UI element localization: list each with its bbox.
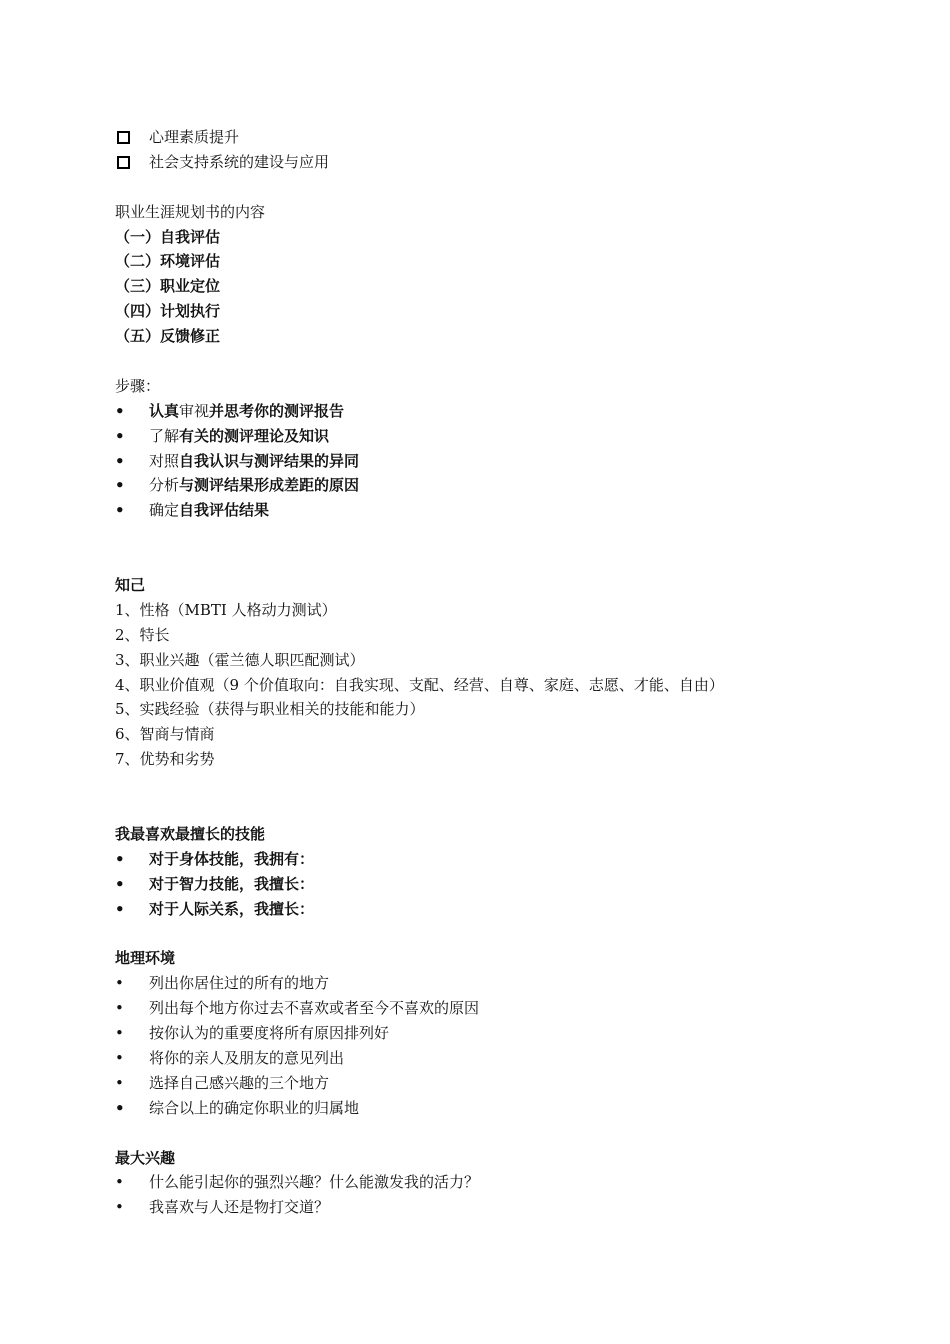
skills-heading: 我最喜欢最擅长的技能 (115, 824, 266, 843)
steps-item-lead: 分析 (149, 476, 180, 495)
geo-item-label: 综合以上的确定你职业的归属地 (149, 1098, 360, 1117)
geo-item-label: 按你认为的重要度将所有原因排列好 (149, 1024, 390, 1043)
bullet-icon: • (115, 1048, 124, 1067)
interest-item-label: 我喜欢与人还是物打交道？ (149, 1198, 330, 1217)
bullet-icon: • (115, 501, 125, 520)
skills-item-label: 对于人际关系，我擅长： (149, 899, 315, 918)
plan-heading: 职业生涯规划书的内容 (115, 202, 266, 221)
bullet-icon: • (115, 1073, 124, 1092)
bullet-icon: • (115, 849, 125, 868)
geo-item-label: 列出你居住过的所有的地方 (149, 974, 330, 993)
steps-item-rest: 自我认识与测评结果的异同 (179, 451, 360, 470)
geo-item (115, 996, 895, 1021)
checkbox-item (115, 150, 895, 175)
interest-item (115, 1195, 895, 1220)
plan-item: （五）反馈修正 (115, 327, 221, 346)
steps-item (115, 473, 895, 498)
know-self-heading: 知己 (115, 576, 146, 595)
geo-item (115, 1071, 895, 1096)
checkbox-item-label: 社会支持系统的建设与应用 (149, 152, 330, 171)
checkbox-square-icon (117, 131, 130, 144)
interest-heading: 最大兴趣 (115, 1148, 176, 1167)
steps-heading: 步骤： (115, 376, 161, 395)
geo-item-label: 列出每个地方你过去不喜欢或者至今不喜欢的原因 (149, 999, 480, 1018)
know-self-item: 5、实践经验（获得与职业相关的技能和能力） (115, 700, 425, 719)
geo-item-label: 将你的亲人及朋友的意见列出 (149, 1048, 345, 1067)
steps-item-rest: 与测评结果形成差距的原因 (179, 476, 360, 495)
plan-item: （二）环境评估 (115, 252, 221, 271)
bullet-icon: • (115, 874, 125, 893)
skills-item-label: 对于身体技能，我拥有： (149, 849, 315, 868)
steps-item-lead: 了解 (149, 426, 180, 445)
bullet-icon: • (115, 476, 125, 495)
plan-item: （四）计划执行 (115, 302, 221, 321)
bullet-icon: • (115, 426, 125, 445)
geo-item (115, 1096, 895, 1121)
bullet-icon: • (115, 1173, 124, 1192)
document-page (115, 125, 895, 1220)
steps-item (115, 399, 895, 424)
steps-item (115, 449, 895, 474)
skills-item (115, 847, 895, 872)
bullet-icon: • (115, 451, 125, 470)
geo-item (115, 1021, 895, 1046)
interest-item (115, 1170, 895, 1195)
know-self-item: 1、性格（MBTI 人格动力测试） (115, 600, 337, 619)
steps-item-rest: 并思考你的测评报告 (209, 401, 345, 420)
bullet-icon: • (115, 999, 124, 1018)
bullet-icon: • (115, 899, 125, 918)
know-self-item: 7、优势和劣势 (115, 750, 215, 769)
know-self-item: 3、职业兴趣（霍兰德人职匹配测试） (115, 650, 365, 669)
skills-item (115, 872, 895, 897)
know-self-item: 6、智商与情商 (115, 725, 215, 744)
geo-item (115, 1046, 895, 1071)
bullet-icon: • (115, 1198, 124, 1217)
steps-item-rest: 有关的测评理论及知识 (179, 426, 330, 445)
steps-item-lead: 确定 (149, 501, 180, 520)
geo-item (115, 971, 895, 996)
bullet-icon: • (115, 401, 125, 420)
bullet-icon: • (115, 1098, 125, 1117)
bullet-icon: • (115, 974, 124, 993)
steps-item-mid: 审视 (179, 401, 210, 420)
steps-item-rest: 自我评估结果 (179, 501, 270, 520)
geo-item-label: 选择自己感兴趣的三个地方 (149, 1073, 330, 1092)
steps-item (115, 498, 895, 523)
checkbox-item-label: 心理素质提升 (149, 128, 240, 146)
steps-item-lead: 对照 (149, 451, 180, 470)
plan-item: （一）自我评估 (115, 227, 221, 246)
steps-item-lead: 认真 (149, 401, 180, 420)
plan-item: （三）职业定位 (115, 277, 221, 296)
know-self-item: 2、特长 (115, 625, 170, 644)
checkbox-square-icon (117, 156, 130, 169)
geo-heading: 地理环境 (115, 949, 176, 968)
bullet-icon: • (115, 1024, 124, 1043)
steps-item (115, 424, 895, 449)
checkbox-item (115, 125, 895, 150)
skills-item (115, 897, 895, 922)
skills-item-label: 对于智力技能，我擅长： (149, 874, 315, 893)
interest-item-label: 什么能引起你的强烈兴趣？什么能激发我的活力？ (149, 1173, 480, 1192)
know-self-item: 4、职业价值观（9 个价值取向：自我实现、支配、经营、自尊、家庭、志愿、才能、自由） (115, 675, 724, 694)
